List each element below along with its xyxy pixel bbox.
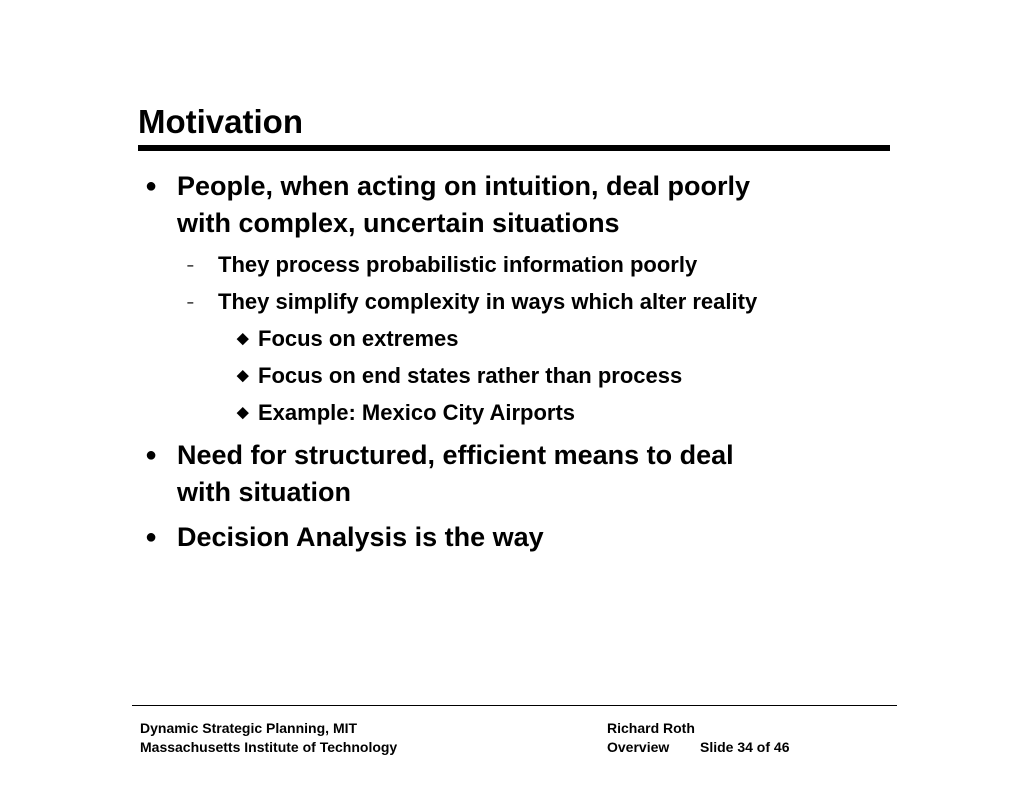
bullet-dot-icon: ● bbox=[145, 444, 158, 466]
diamond-icon: ◆ bbox=[237, 367, 249, 384]
bullet-text-line-1: People, when acting on intuition, deal poorly bbox=[177, 171, 751, 201]
footer-divider bbox=[132, 705, 897, 706]
bullet-text-line-1: Need for structured, efficient means to deal bbox=[177, 440, 734, 470]
footer-author: Richard Roth bbox=[607, 720, 695, 736]
footer-slide-number: Slide 34 of 46 bbox=[700, 739, 790, 755]
sub-sub-bullet-text: Example: Mexico City Airports bbox=[258, 400, 576, 425]
dash-icon: – bbox=[187, 295, 194, 309]
footer-course: Dynamic Strategic Planning, MIT bbox=[140, 720, 358, 736]
dash-icon: – bbox=[187, 258, 194, 272]
bullet-text-line-1: Decision Analysis is the way bbox=[177, 522, 544, 552]
sub-bullet-text: They process probabilistic information poorly bbox=[218, 252, 698, 277]
bullet-dot-icon: ● bbox=[145, 526, 158, 548]
diamond-icon: ◆ bbox=[237, 330, 249, 347]
slide-title: Motivation bbox=[138, 103, 303, 140]
bullet-text-line-2: with complex, uncertain situations bbox=[177, 208, 620, 238]
diamond-icon: ◆ bbox=[237, 404, 249, 421]
bullet-dot-icon: ● bbox=[145, 175, 158, 197]
footer-section: Overview bbox=[607, 739, 670, 755]
title-underline bbox=[138, 145, 890, 151]
sub-sub-bullet-text: Focus on extremes bbox=[258, 326, 459, 351]
sub-bullet-text: They simplify complexity in ways which alter reality bbox=[218, 289, 758, 314]
sub-sub-bullet-text: Focus on end states rather than process bbox=[258, 363, 683, 388]
footer-institution: Massachusetts Institute of Technology bbox=[140, 739, 398, 755]
bullet-text-line-2: with situation bbox=[177, 477, 351, 507]
